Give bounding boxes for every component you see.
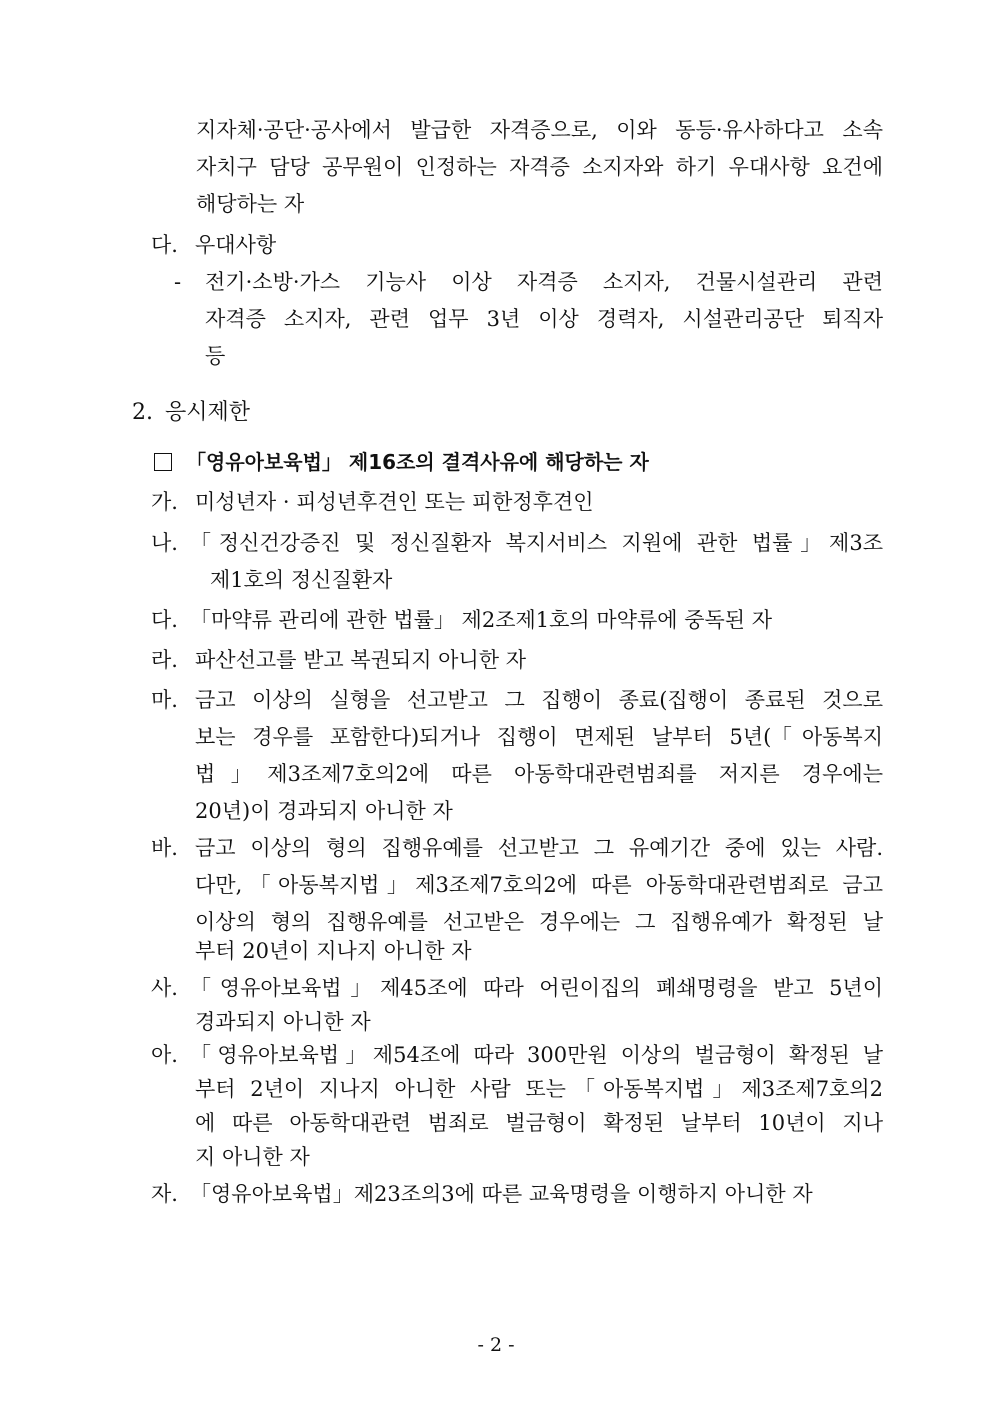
item-line: 「마약류 관리에 관한 법률」 제2조제1호의 마약류에 중독된 자 <box>190 608 773 632</box>
item-marker: 자. <box>151 1182 178 1206</box>
item-line: 부터 2년이 지나지 아니한 사람 또는「아동복지법」제3조제7호의2 <box>195 1077 883 1101</box>
item-line: 보는 경우를 포함한다)되거나 집행이 면제된 날부터 5년(「아동복지 <box>195 725 883 749</box>
item-line: 지 아니한 자 <box>195 1145 310 1169</box>
item-line: 「영유아보육법」제54조에 따라 300만원 이상의 벌금형이 확정된 날 <box>190 1043 883 1067</box>
item-marker: 마. <box>151 688 178 712</box>
item-line: 에 따른 아동학대관련 범죄로 벌금형이 확정된 날부터 10년이 지나 <box>195 1111 883 1135</box>
preference-bullet: - <box>174 270 182 294</box>
section-number: 2. <box>132 400 153 425</box>
item-line: 20년)이 경과되지 아니한 자 <box>195 799 453 823</box>
item-line: 미성년자 · 피성년후견인 또는 피한정후견인 <box>195 490 594 514</box>
item-marker: 가. <box>151 490 178 514</box>
item-line: 이상의 형의 집행유예를 선고받은 경우에는 그 집행유예가 확정된 날 <box>195 910 883 934</box>
preference-title: 우대사항 <box>195 233 277 257</box>
item-line: 제1호의 정신질환자 <box>210 568 393 592</box>
intro-line-3: 해당하는 자 <box>196 192 305 216</box>
item-line: 「영유아보육법」제45조에 따라 어린이집의 폐쇄명령을 받고 5년이 <box>190 976 883 1000</box>
preference-line-2: 자격증 소지자, 관련 업무 3년 이상 경력자, 시설관리공단 퇴직자 <box>205 307 883 331</box>
item-line: 파산선고를 받고 복권되지 아니한 자 <box>195 648 526 672</box>
checkbox-square-icon <box>154 453 172 471</box>
item-marker: 다. <box>151 608 178 632</box>
preference-marker: 다. <box>151 233 178 257</box>
intro-line-1: 지자체·공단·공사에서 발급한 자격증으로, 이와 동등·유사하다고 소속 <box>196 118 883 142</box>
item-line: 법」제3조제7호의2에 따른 아동학대관련범죄를 저지른 경우에는 <box>195 762 883 786</box>
section-title: 응시제한 <box>165 400 251 425</box>
item-marker: 바. <box>151 836 178 860</box>
intro-line-2: 자치구 담당 공무원이 인정하는 자격증 소지자와 하기 우대사항 요건에 <box>196 155 883 179</box>
item-line: 「영유아보육법」제23조의3에 따른 교육명령을 이행하지 아니한 자 <box>190 1182 813 1206</box>
item-marker: 아. <box>151 1043 178 1067</box>
box-heading-text: 「영유아보육법」 제16조의 결격사유에 해당하는 자 <box>186 450 649 474</box>
item-line: 금고 이상의 형의 집행유예를 선고받고 그 유예기간 중에 있는 사람. <box>195 836 883 860</box>
item-line: 「정신건강증진 및 정신질환자 복지서비스 지원에 관한 법률」제3조 <box>190 531 883 555</box>
item-marker: 라. <box>151 648 178 672</box>
box-heading <box>154 448 649 476</box>
item-marker: 사. <box>151 976 178 1000</box>
item-line: 부터 20년이 지나지 아니한 자 <box>195 939 472 963</box>
preference-line-1: 전기·소방·가스 기능사 이상 자격증 소지자, 건물시설관리 관련 <box>205 270 883 294</box>
item-line: 금고 이상의 실형을 선고받고 그 집행이 종료(집행이 종료된 것으로 <box>195 688 883 712</box>
item-line: 다만,「아동복지법」제3조제7호의2에 따른 아동학대관련범죄로 금고 <box>195 873 883 897</box>
preference-line-3: 등 <box>205 344 226 368</box>
item-marker: 나. <box>151 531 178 555</box>
page-number: - 2 - <box>477 1334 515 1356</box>
item-line: 경과되지 아니한 자 <box>195 1010 371 1034</box>
